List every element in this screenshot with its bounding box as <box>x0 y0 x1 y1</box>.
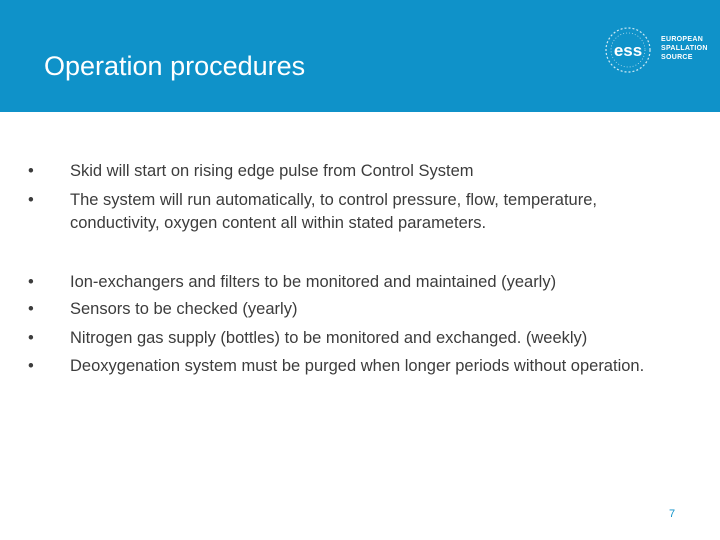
bullet-text: Deoxygenation system must be purged when longer periods without operation. <box>70 357 645 375</box>
bullet-text: Sensors to be checked (yearly) <box>70 300 298 318</box>
logo-line: EUROPEAN <box>661 36 704 43</box>
ess-logo-text <box>661 35 708 62</box>
logo-line: SOURCE <box>661 54 693 61</box>
bullet-text: Ion-exchangers and filters to be monitored and maintained (yearly) <box>70 273 557 291</box>
bullet-text: Skid will start on rising edge pulse from Control System <box>70 162 474 180</box>
slide-title: Operation procedures <box>44 51 306 81</box>
bullet-glyph: • <box>28 273 34 291</box>
logo-line: SPALLATION <box>661 45 708 52</box>
bullet-glyph: • <box>28 191 34 209</box>
ess-logo-mark: ess <box>613 41 643 60</box>
bullet-glyph: • <box>28 329 34 347</box>
bullet-glyph: • <box>28 162 34 180</box>
bullet-glyph: • <box>28 357 34 375</box>
slide-header <box>0 0 720 112</box>
bullet-text: The system will run automatically, to control pressure, flow, temperature, conductivity, oxygen content all within stated parameters. <box>70 191 597 232</box>
page-number: 7 <box>669 508 676 520</box>
bullet-glyph: • <box>28 300 34 318</box>
bullet-text: Nitrogen gas supply (bottles) to be monitored and exchanged. (weekly) <box>70 329 588 347</box>
